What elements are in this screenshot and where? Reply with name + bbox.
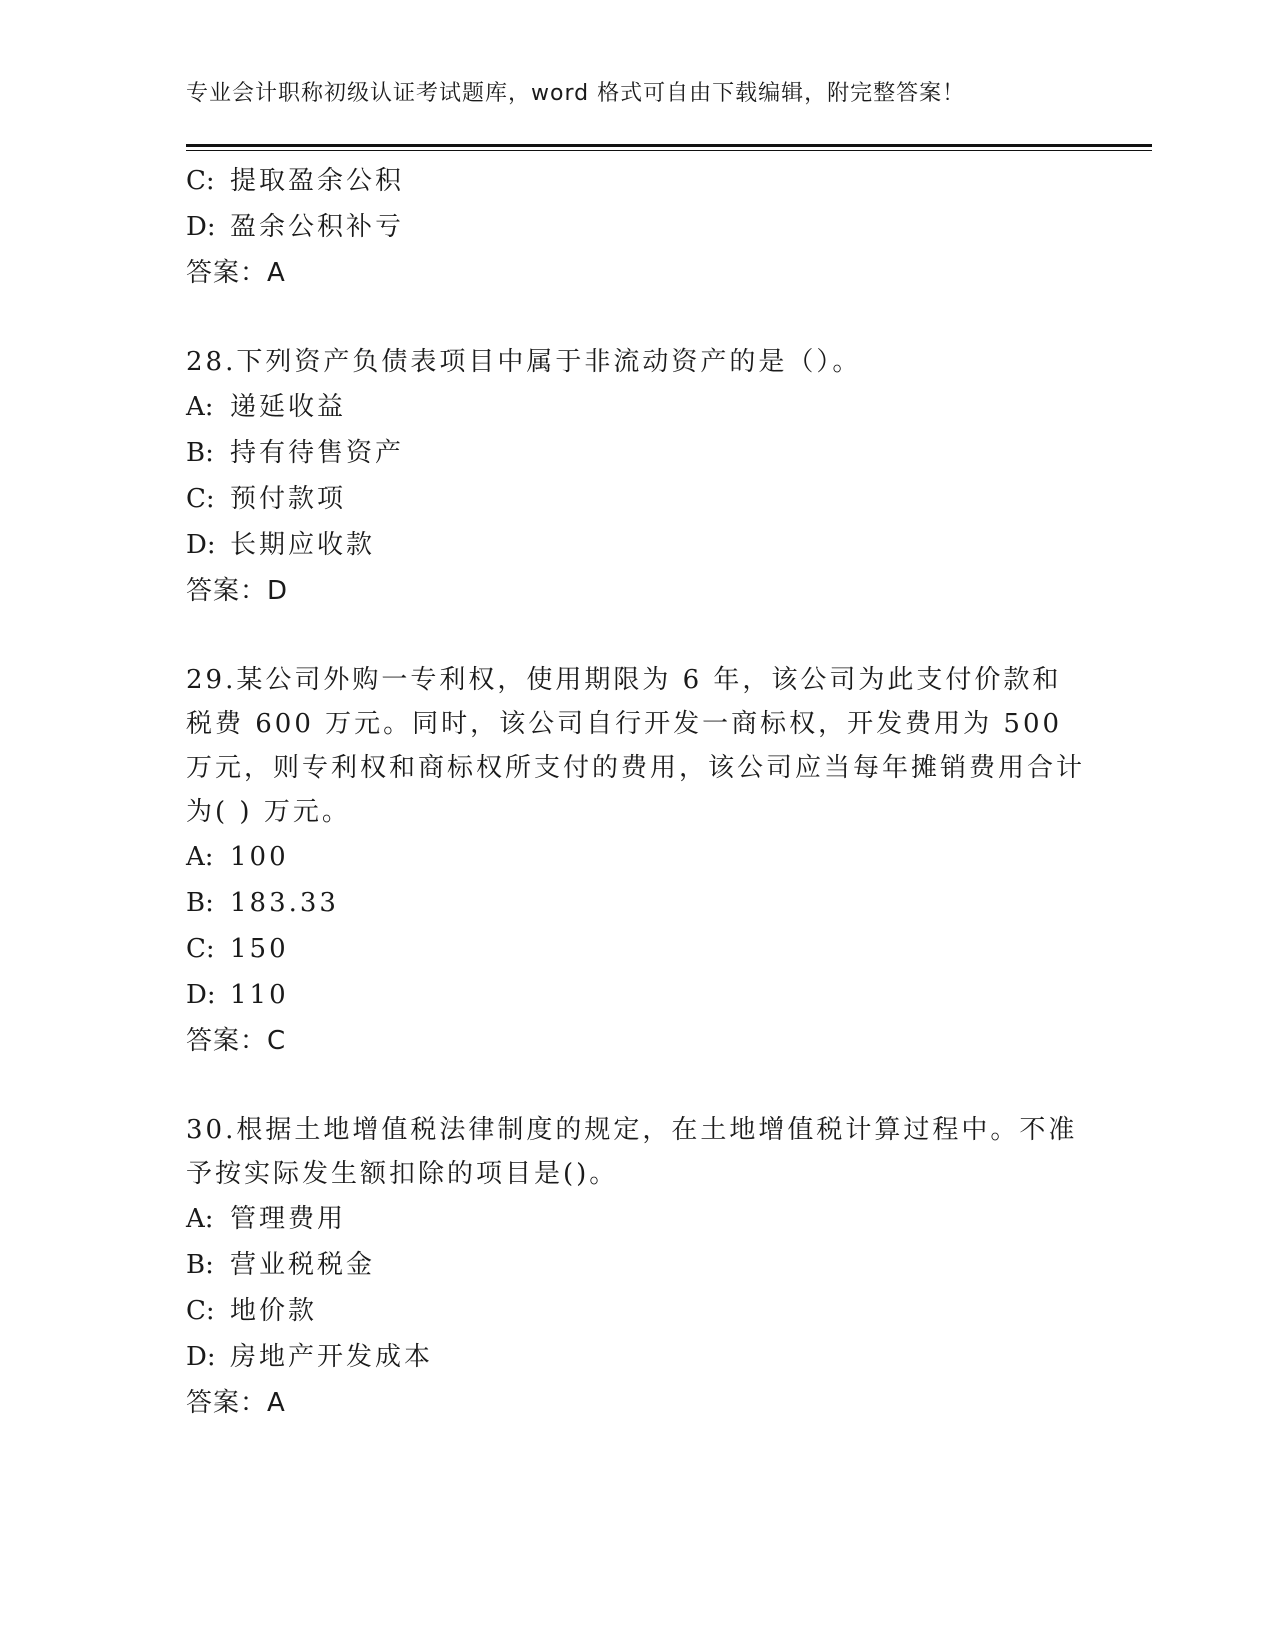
question-block-30: [186, 1108, 1086, 1426]
question-text: 29.某公司外购一专利权，使用期限为 6 年，该公司为此支付价款和税费 600 万元。同时，该公司自行开发一商标权，开发费用为 500 万元，则专利权和商标权所支付的费用，该公司应当每年摊销费用合计为( ) 万元。: [186, 665, 1086, 827]
option-b: B: 营业税税金: [186, 1250, 376, 1280]
answer-line: 答案：A: [186, 1388, 286, 1418]
option-d: D: 长期应收款: [186, 530, 376, 560]
option-c: C: 地价款: [186, 1296, 318, 1326]
option-a: A: 管理费用: [186, 1204, 347, 1234]
option-a: A: 100: [186, 842, 289, 872]
option-d: D: 盈余公积补亏: [186, 212, 405, 242]
question-text: 28.下列资产负债表项目中属于非流动资产的是（）。: [186, 347, 862, 377]
question-block-27: [186, 158, 1086, 296]
answer-line: 答案：A: [186, 258, 286, 288]
header-rule-thin: [186, 150, 1152, 151]
option-c: C: 150: [186, 934, 289, 964]
question-text: 30.根据土地增值税法律制度的规定，在土地增值税计算过程中。不准予按实际发生额扣除的项目是()。: [186, 1115, 1078, 1189]
answer-line: 答案：C: [186, 1026, 287, 1056]
answer-line: 答案：D: [186, 576, 289, 606]
option-d: D: 110: [186, 980, 289, 1010]
option-c: C: 预付款项: [186, 484, 347, 514]
option-a: A: 递延收益: [186, 392, 347, 422]
header-rule-thick: [186, 144, 1152, 147]
question-block-28: [186, 340, 1086, 614]
option-b: B: 183.33: [186, 888, 339, 918]
question-block-29: [186, 658, 1086, 1064]
option-b: B: 持有待售资产: [186, 438, 405, 468]
question-list: [186, 158, 1086, 1470]
page-header: 专业会计职称初级认证考试题库，word 格式可自由下载编辑，附完整答案！: [186, 81, 966, 106]
option-c: C: 提取盈余公积: [186, 166, 405, 196]
option-d: D: 房地产开发成本: [186, 1342, 434, 1372]
